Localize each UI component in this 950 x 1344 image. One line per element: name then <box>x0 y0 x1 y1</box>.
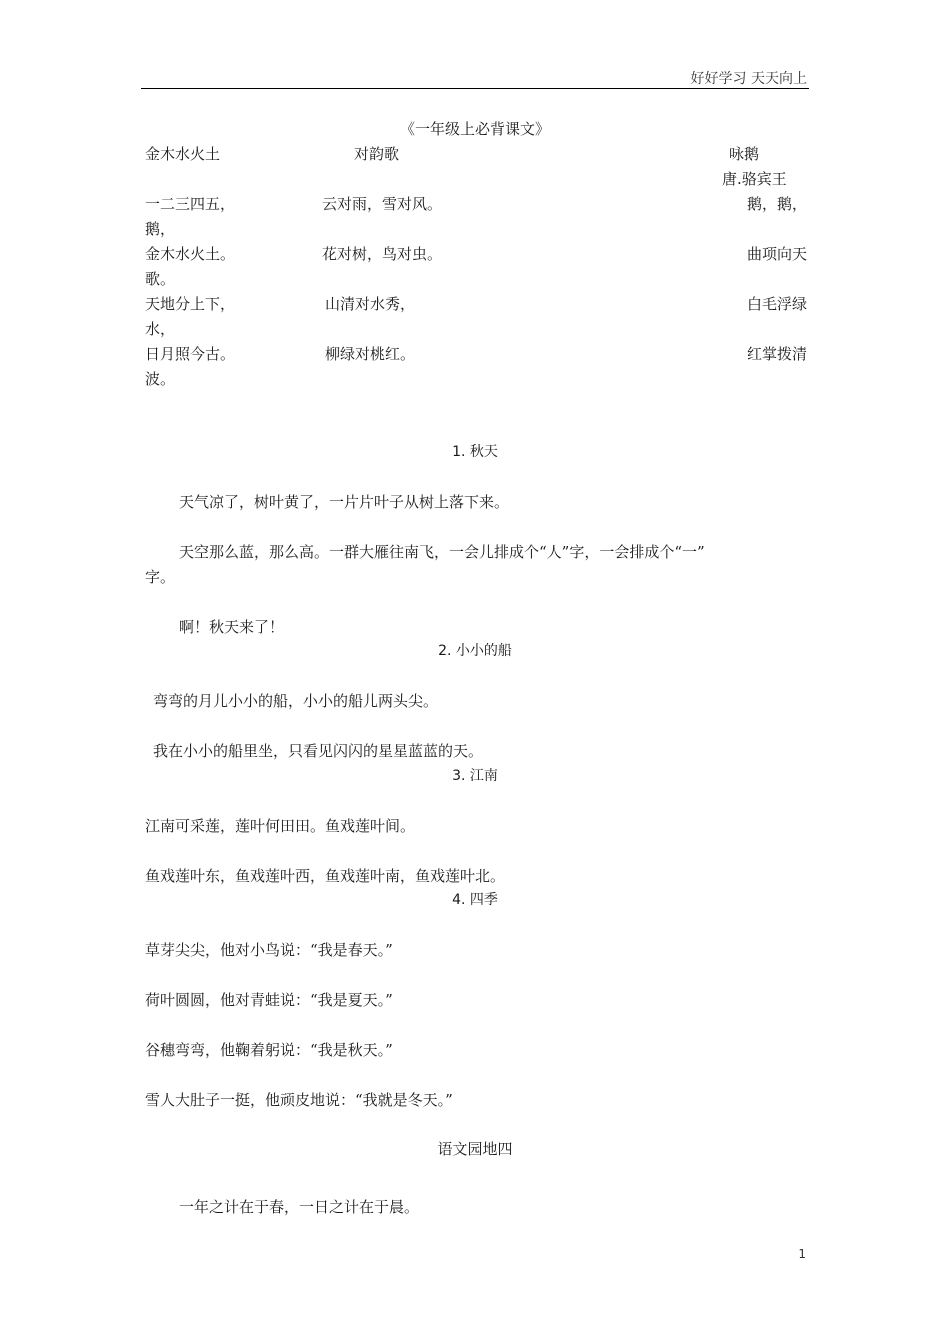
poem-duiyun-line: 花对树，鸟对虫。 <box>322 245 443 263</box>
lesson-yuandi-paragraph: 一年之计在于春，一日之计在于晨。 <box>179 1198 420 1216</box>
lesson-siji-paragraph: 荷叶圆圆，他对青蛙说：“我是夏天。” <box>145 991 393 1009</box>
poem-yonge-line-wrap: 波。 <box>145 370 176 388</box>
poem-yonge-line: 红掌拨清 <box>746 345 807 363</box>
lesson-qiutian-paragraph: 天空那么蓝，那么高。一群大雁往南飞，一会儿排成个“人”字，一会排成个“一” <box>179 543 705 561</box>
page-number: 1 <box>798 1247 806 1261</box>
poem-jinmu-line: 天地分上下， <box>145 295 236 313</box>
lesson-xiaochuan-paragraph: 我在小小的船里坐，只看见闪闪的星星蓝蓝的天。 <box>153 742 484 760</box>
poem-duiyun-title: 对韵歌 <box>354 145 400 163</box>
lesson-siji-paragraph: 雪人大肚子一挺，他顽皮地说：“我就是冬天。” <box>145 1091 453 1109</box>
poem-duiyun-line: 山清对水秀， <box>325 295 416 313</box>
lesson-jiangnan-title: 3. 江南 <box>452 768 498 784</box>
header-rule <box>141 88 809 89</box>
poem-jinmu-line: 日月照今古。 <box>145 345 236 363</box>
lesson-xiaochuan-paragraph: 弯弯的月儿小小的船，小小的船儿两头尖。 <box>153 692 439 710</box>
lesson-qiutian-paragraph: 啊！秋天来了！ <box>179 618 285 636</box>
poem-yonge-line: 白毛浮绿 <box>746 295 807 313</box>
lesson-jiangnan-paragraph: 鱼戏莲叶东，鱼戏莲叶西，鱼戏莲叶南，鱼戏莲叶北。 <box>145 867 506 885</box>
poem-yonge-line: 鹅，鹅， <box>746 195 807 213</box>
poem-yonge-title: 咏鹅 <box>729 145 760 163</box>
poem-yonge-line-wrap: 歌。 <box>145 270 176 288</box>
document-title: 《一年级上必背课文》 <box>399 120 550 138</box>
poem-jinmu-line: 金木水火土。 <box>145 245 236 263</box>
lesson-yuandi-title: 语文园地四 <box>437 1140 513 1158</box>
lesson-qiutian-paragraph: 字。 <box>145 568 176 586</box>
poem-yonge-line-wrap: 水， <box>145 320 176 338</box>
poem-duiyun-line: 云对雨，雪对风。 <box>322 195 443 213</box>
header-text: 好好学习 天天向上 <box>690 71 807 87</box>
lesson-siji-paragraph: 谷穗弯弯，他鞠着躬说：“我是秋天。” <box>145 1041 393 1059</box>
poem-jinmu-title: 金木水火土 <box>145 145 221 163</box>
lesson-qiutian-paragraph: 天气凉了，树叶黄了，一片片叶子从树上落下来。 <box>179 493 510 511</box>
poem-yonge-author: 唐.骆宾王 <box>722 170 787 188</box>
poem-yonge-line-wrap: 鹅， <box>145 220 176 238</box>
lesson-siji-title: 4. 四季 <box>452 892 498 908</box>
lesson-jiangnan-paragraph: 江南可采莲，莲叶何田田。鱼戏莲叶间。 <box>145 817 416 835</box>
poem-duiyun-line: 柳绿对桃红。 <box>325 345 416 363</box>
lesson-siji-paragraph: 草芽尖尖，他对小鸟说：“我是春天。” <box>145 941 393 959</box>
lesson-xiaochuan-title: 2. 小小的船 <box>438 643 512 659</box>
lesson-qiutian-title: 1. 秋天 <box>452 444 498 460</box>
poem-yonge-line: 曲项向天 <box>746 245 807 263</box>
poem-jinmu-line: 一二三四五， <box>145 195 236 213</box>
